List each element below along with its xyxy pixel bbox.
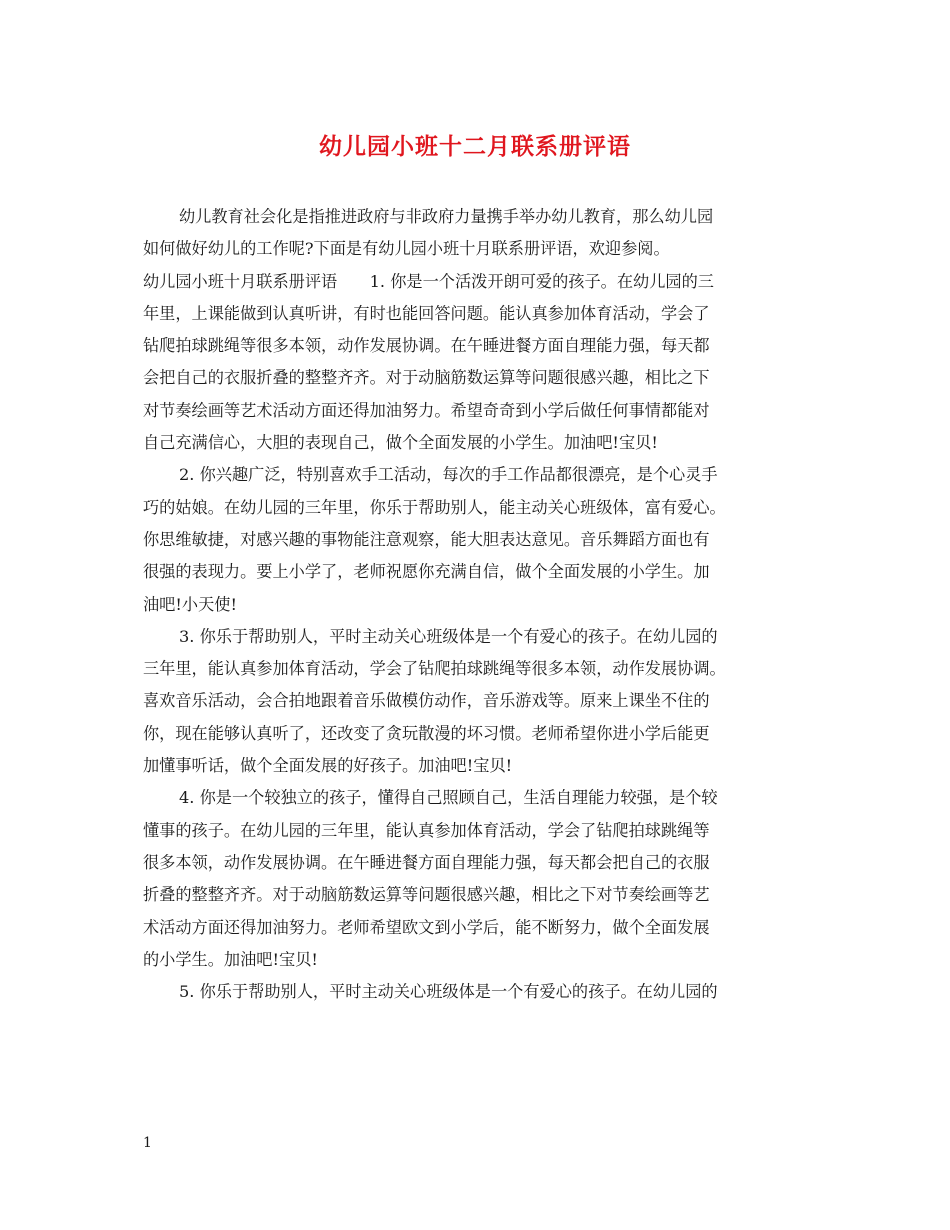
text-line: 4. 你是一个较独立的孩子，懂得自己照顾自己，生活自理能力较强，是个较 — [179, 788, 718, 808]
text-line: 三年里，能认真参加体育活动，学会了钻爬拍球跳绳等很多本领，动作发展协调。 — [143, 659, 726, 679]
text-line: 2. 你兴趣广泛，特别喜欢手工活动，每次的手工作品都很漂亮，是个心灵手 — [179, 465, 718, 485]
text-line: 3. 你乐于帮助别人，平时主动关心班级体是一个有爱心的孩子。在幼儿园的 — [179, 626, 718, 646]
text-line: 折叠的整整齐齐。对于动脑筋数运算等问题很感兴趣，相比之下对节奏绘画等艺 — [143, 885, 710, 905]
page-number: 1 — [143, 1135, 152, 1151]
text-line: 幼儿教育社会化是指推进政府与非政府力量携手举办幼儿教育，那么幼儿园 — [179, 207, 714, 226]
text-line: 5. 你乐于帮助别人，平时主动关心班级体是一个有爱心的孩子。在幼儿园的 — [179, 982, 718, 1002]
text-line: 你，现在能够认真听了，还改变了贪玩散漫的坏习惯。老师希望你进小学后能更 — [143, 723, 710, 743]
text-line: 的小学生。加油吧!宝贝! — [143, 949, 318, 969]
text-line: 年里，上课能做到认真听讲，有时也能回答问题。能认真参加体育活动，学会了 — [143, 303, 710, 323]
text-line: 很多本领，动作发展协调。在午睡进餐方面自理能力强，每天都会把自己的衣服 — [143, 852, 710, 872]
text-line: 你思维敏捷，对感兴趣的事物能注意观察，能大胆表达意见。音乐舞蹈方面也有 — [143, 529, 710, 549]
text-line: 钻爬拍球跳绳等很多本领，动作发展协调。在午睡进餐方面自理能力强，每天都 — [143, 336, 710, 356]
text-line: 懂事的孩子。在幼儿园的三年里，能认真参加体育活动，学会了钻爬拍球跳绳等 — [143, 820, 710, 840]
document-body — [143, 201, 813, 1008]
text-line: 术活动方面还得加油努力。老师希望欧文到小学后，能不断努力，做个全面发展 — [143, 917, 710, 937]
text-line: 如何做好幼儿的工作呢?下面是有幼儿园小班十月联系册评语，欢迎参阅。 — [143, 239, 670, 259]
document-title: 幼儿园小班十二月联系册评语 — [319, 133, 631, 160]
text-line: 会把自己的衣服折叠的整整齐齐。对于动脑筋数运算等问题很感兴趣，相比之下 — [143, 368, 710, 388]
text-line: 巧的姑娘。在幼儿园的三年里，你乐于帮助别人，能主动关心班级体，富有爱心。 — [143, 497, 726, 517]
text-line: 油吧!小天使! — [143, 594, 237, 614]
text-line: 加懂事听话，做个全面发展的好孩子。加油吧!宝贝! — [143, 756, 513, 776]
text-line: 喜欢音乐活动，会合拍地跟着音乐做模仿动作，音乐游戏等。原来上课坐不住的 — [143, 691, 710, 711]
text-line: 自己充满信心，大胆的表现自己，做个全面发展的小学生。加油吧!宝贝! — [143, 433, 658, 453]
text-line: 幼儿园小班十月联系册评语 1. 你是一个活泼开朗可爱的孩子。在幼儿园的三 — [143, 271, 714, 291]
text-line: 对节奏绘画等艺术活动方面还得加油努力。希望奇奇到小学后做任何事情都能对 — [143, 400, 710, 420]
text-line: 很强的表现力。要上小学了，老师祝愿你充满自信，做个全面发展的小学生。加 — [143, 562, 710, 582]
